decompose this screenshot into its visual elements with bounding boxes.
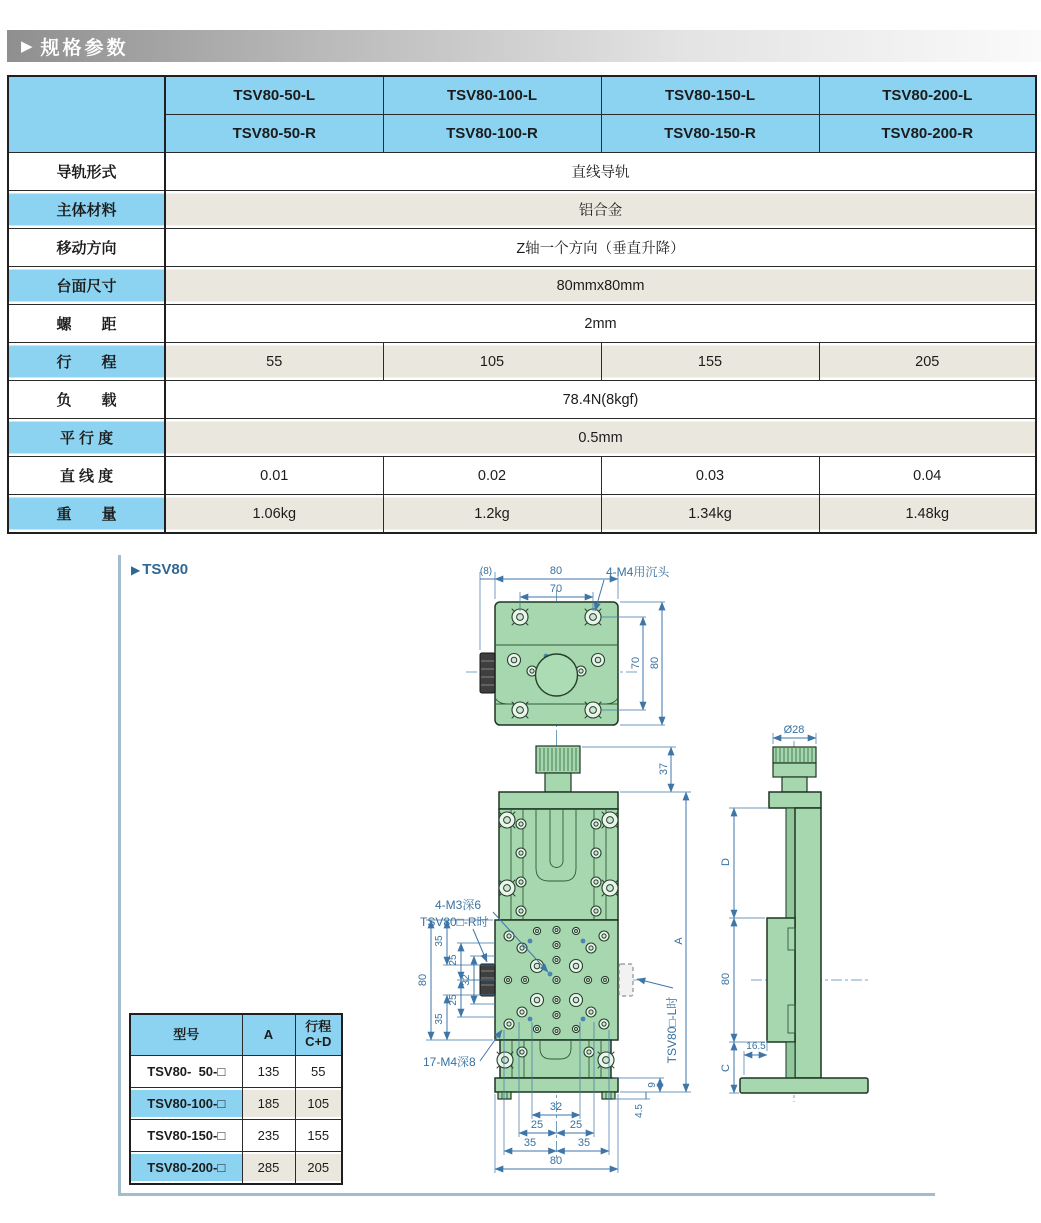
top-flange: [499, 792, 618, 809]
spec-row-table-size: [8, 267, 1036, 305]
dim-label: 32: [549, 1101, 563, 1113]
col-header-a: A: [242, 1014, 295, 1056]
model-row: [130, 1056, 342, 1088]
dim-label: Ø28: [783, 724, 805, 736]
rail: [786, 1042, 795, 1078]
row-value: 0.02: [383, 457, 601, 495]
model-header: TSV80-50-L: [165, 76, 383, 115]
model-header: TSV80-100-R: [383, 115, 601, 153]
col-header-stroke: [295, 1014, 342, 1056]
model-header: TSV80-200-R: [819, 115, 1036, 153]
model-stroke: 205: [295, 1152, 342, 1185]
dim-label: 35: [434, 935, 445, 947]
dim-label: 70: [630, 656, 642, 670]
model-table-header: [130, 1014, 342, 1056]
model-table: [129, 1013, 343, 1185]
m3-label: 4-M3深6: [435, 898, 482, 912]
col-header-stroke-line2: C+D: [305, 1034, 332, 1049]
dim-label: D: [720, 858, 732, 866]
row-label: 台面尺寸: [8, 267, 165, 305]
dim-label: 16.5: [746, 1041, 766, 1052]
row-value: 0.04: [819, 457, 1036, 495]
row-label: 导轨形式: [8, 153, 165, 191]
row-label: 负 载: [8, 381, 165, 419]
front-view: [417, 741, 691, 1173]
row-label: 直 线 度: [8, 457, 165, 495]
model-stroke: 105: [295, 1088, 342, 1120]
row-label: 主体材料: [8, 191, 165, 229]
row-value: 铝合金: [165, 191, 1036, 229]
row-value: 2mm: [165, 305, 1036, 343]
dim-label: A: [673, 937, 685, 945]
model-stroke: 55: [295, 1056, 342, 1088]
dim-label: 80: [549, 1155, 563, 1167]
row-label: 移动方向: [8, 229, 165, 267]
spec-row-material: [8, 191, 1036, 229]
row-value: 1.34kg: [601, 495, 819, 534]
center-bore: [536, 654, 578, 696]
dim-label: 35: [577, 1137, 591, 1149]
dim-label: C: [720, 1064, 732, 1072]
model-row: [130, 1088, 342, 1120]
side-knob: [773, 747, 816, 792]
drawing-title: TSV80: [142, 561, 189, 578]
dim-label: 37: [658, 762, 670, 776]
model-name: TSV80-100-□: [130, 1088, 242, 1120]
drawing-frame: [118, 555, 935, 1196]
dim-label: 35: [523, 1137, 537, 1149]
spec-table: [7, 75, 1037, 534]
base-strip: [495, 1078, 618, 1092]
dim-label: 9: [647, 1082, 658, 1088]
col-header-stroke-line1: 行程: [305, 1019, 332, 1035]
spec-row-straightness: [8, 457, 1036, 495]
row-value: 78.4N(8kgf): [165, 381, 1036, 419]
dim-label: 35: [434, 1013, 445, 1025]
r-version-label: TSV80□-R时: [420, 915, 489, 929]
spec-row-weight: [8, 495, 1036, 534]
model-header: TSV80-150-R: [601, 115, 819, 153]
dim-label: (8): [479, 566, 493, 577]
model-header: TSV80-50-R: [165, 115, 383, 153]
row-value: Z轴一个方向（垂直升降）: [165, 229, 1036, 267]
model-header: TSV80-200-L: [819, 76, 1036, 115]
section-header-bar: [7, 30, 1041, 62]
dim-label: 80: [720, 972, 732, 986]
model-header: TSV80-150-L: [601, 76, 819, 115]
row-value: 0.03: [601, 457, 819, 495]
spec-row-pitch: [8, 305, 1036, 343]
dim-label: 32: [461, 974, 472, 986]
model-name: TSV80- 50-□: [130, 1056, 242, 1088]
row-value: 0.5mm: [165, 419, 1036, 457]
model-a: 235: [242, 1120, 295, 1152]
spec-row-parallelism: [8, 419, 1036, 457]
side-column: [795, 808, 821, 1078]
section-title: 规格参数: [40, 37, 129, 59]
section-arrow-icon: ▶: [21, 38, 33, 55]
dim-label: 70: [549, 583, 563, 595]
col-header-model: 型号: [130, 1014, 242, 1056]
dim-label: 25: [569, 1119, 583, 1131]
row-label: 螺 距: [8, 305, 165, 343]
row-value: 0.01: [165, 457, 383, 495]
row-label: 平 行 度: [8, 419, 165, 457]
row-value: 205: [819, 343, 1036, 381]
row-value: 1.48kg: [819, 495, 1036, 534]
front-knob: [536, 746, 580, 792]
dim-label: 25: [530, 1119, 544, 1131]
top-view-knob: [480, 653, 495, 693]
counterbore-label: 4-M4用沉头: [606, 565, 670, 579]
row-value: 55: [165, 343, 383, 381]
side-carriage: [767, 918, 795, 1042]
row-label: 重 量: [8, 495, 165, 534]
side-flange: [769, 792, 821, 808]
phantom-knob: [619, 964, 633, 996]
spec-row-direction: [8, 229, 1036, 267]
model-stroke: 155: [295, 1120, 342, 1152]
model-row: [130, 1120, 342, 1152]
dim-label: 80: [417, 973, 429, 987]
row-value: 直线导轨: [165, 153, 1036, 191]
foot-tab: [602, 1092, 615, 1099]
top-view: [466, 564, 670, 742]
row-label: 行 程: [8, 343, 165, 381]
spec-row-stroke: [8, 343, 1036, 381]
dim-label: 4.5: [634, 1104, 645, 1118]
side-view: [720, 724, 871, 1102]
triangle-icon: ▶: [131, 563, 141, 577]
row-value: 155: [601, 343, 819, 381]
model-name: TSV80-150-□: [130, 1120, 242, 1152]
model-row: [130, 1152, 342, 1185]
dim-label: 80: [649, 656, 661, 670]
model-a: 285: [242, 1152, 295, 1185]
dim-label: 80: [549, 565, 563, 577]
m4-label: 17-M4深8: [423, 1055, 476, 1069]
spec-row-guide: [8, 153, 1036, 191]
l-version-label: TSV80□-L时: [665, 996, 679, 1064]
row-value: 1.06kg: [165, 495, 383, 534]
row-value: 1.2kg: [383, 495, 601, 534]
model-a: 185: [242, 1088, 295, 1120]
spec-row-load: [8, 381, 1036, 419]
model-a: 135: [242, 1056, 295, 1088]
dim-label: 25: [448, 954, 459, 966]
model-header: TSV80-100-L: [383, 76, 601, 115]
rail: [786, 808, 795, 918]
spec-corner-cell: [8, 76, 165, 153]
base-plate: [740, 1078, 868, 1093]
dim-label: 25: [448, 994, 459, 1006]
row-value: 80mmx80mm: [165, 267, 1036, 305]
row-value: 105: [383, 343, 601, 381]
foot-tab: [498, 1092, 511, 1099]
model-name: TSV80-200-□: [130, 1152, 242, 1185]
spec-header-row-l: [8, 76, 1036, 115]
